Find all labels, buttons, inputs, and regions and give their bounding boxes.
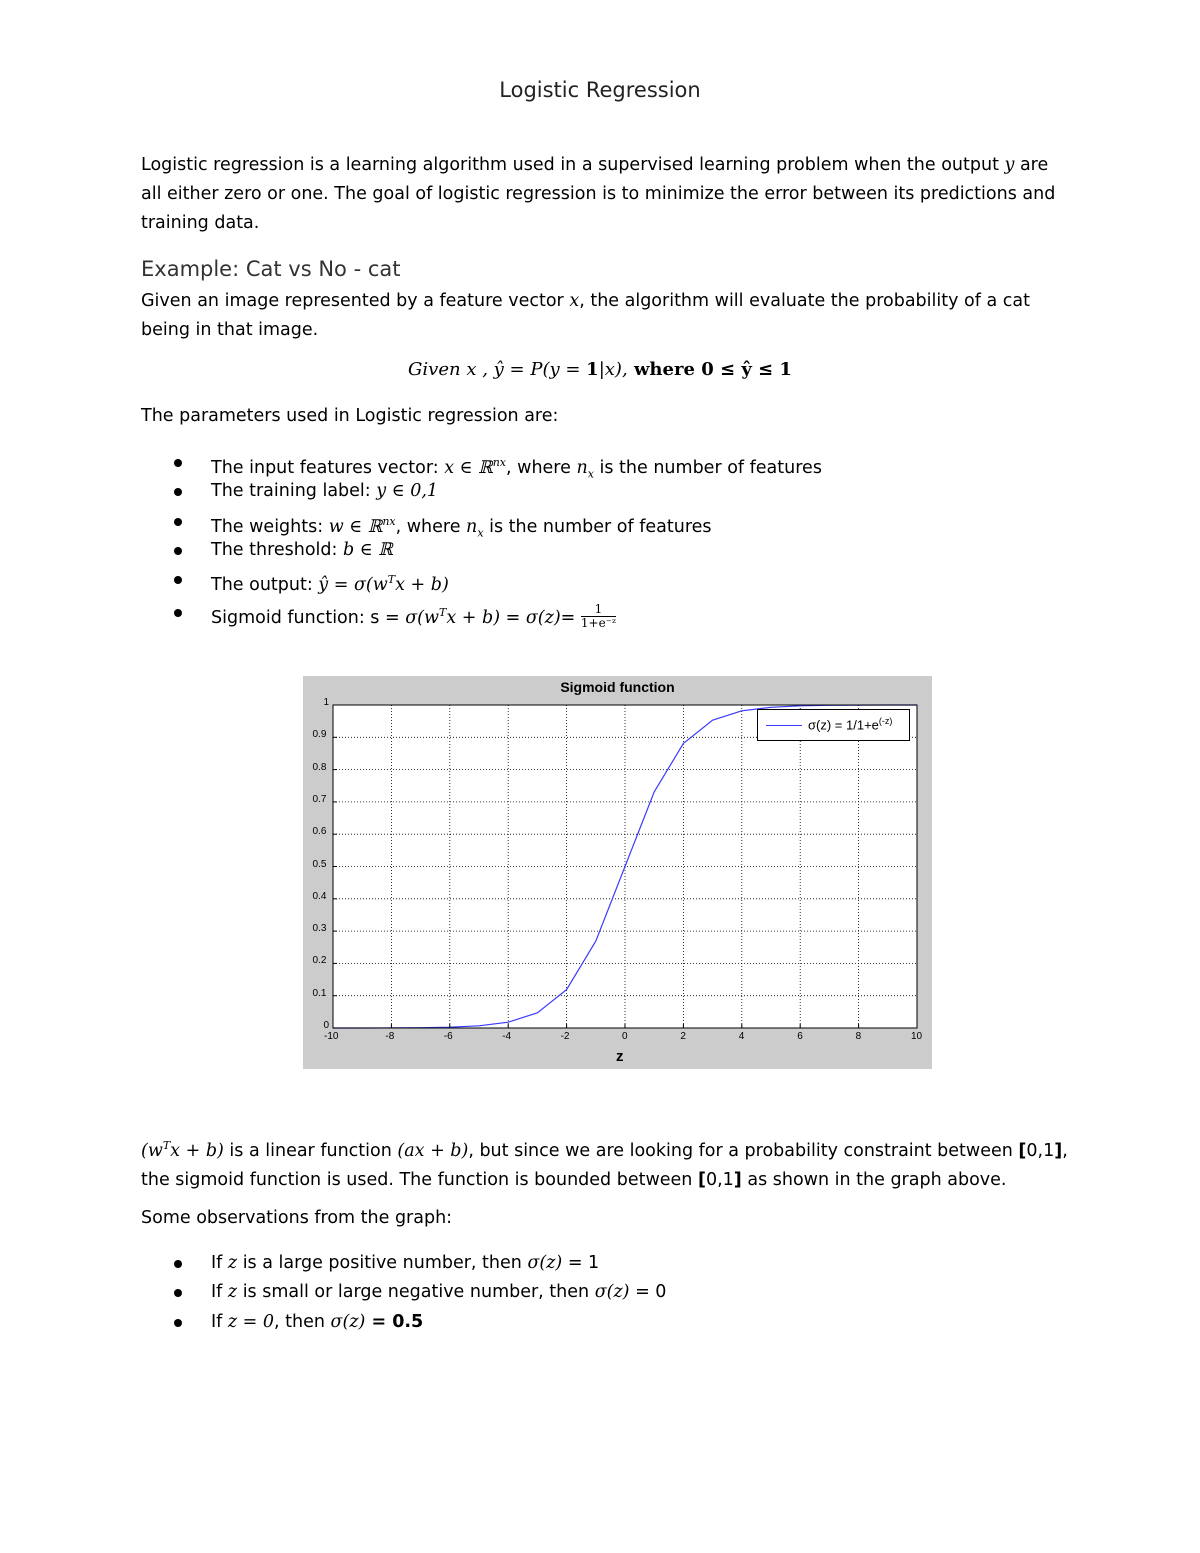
list-item: The threshold: b ∈ ℝ — [141, 536, 1071, 565]
bullet-icon — [174, 576, 182, 584]
x-tick-label: -2 — [560, 1031, 570, 1042]
list-item: If z is small or large negative number, then σ(z) = 0 — [141, 1278, 1071, 1307]
bullet-icon — [174, 1319, 182, 1327]
x-tick-label: 6 — [797, 1031, 803, 1042]
y-tick-label: 0.5 — [312, 858, 327, 870]
list-item: The output: ŷ = $\sigma(w^Tx + b)$ — [141, 565, 1071, 594]
x-tick-label: 4 — [738, 1031, 745, 1042]
bullet-icon — [174, 1289, 182, 1297]
observations-intro: Some observations from the graph: — [141, 1208, 453, 1228]
bullet-icon — [174, 1260, 182, 1268]
probability-formula: Given x , ŷ = P(y = 1|x), where 0 ≤ ŷ ≤ 1 — [408, 359, 792, 380]
bullet-icon — [174, 547, 182, 555]
observations-list — [141, 1249, 1071, 1337]
chart-title: Sigmoid function — [560, 679, 675, 695]
y-tick-label: 0.7 — [312, 793, 327, 805]
list-item: Sigmoid function: $s = \sigma(w^Tx + b) = \sigma(z)=$ $\frac{1}{\text{1+e⁻ᶻ}}$ — [141, 598, 1071, 627]
x-tick-label: -8 — [385, 1031, 395, 1042]
y-tick-label: 0.3 — [312, 923, 327, 935]
y-tick-label: 1 — [323, 697, 330, 708]
x-tick-label: -10 — [324, 1031, 339, 1042]
linear-function-paragraph: $(w^Tx + b)$ is a linear function (ax + b), but since we are looking for a probability constraint between [0,1], the sigmoid function is used. The function is bounded between [0,1] as shown in the graph above. — [141, 1139, 1068, 1190]
bullet-icon — [174, 459, 182, 467]
bullet-icon — [174, 518, 182, 526]
legend-label: $\sigma(z) = 1/1+e^{(-z)}$ — [808, 716, 893, 733]
y-tick-label: 0.8 — [312, 761, 327, 773]
sigmoid-fraction: $\frac{1}{\text{1+e⁻ᶻ}}$ — [580, 601, 616, 630]
list-item: If z is a large positive number, then σ(z) = 1 — [141, 1249, 1071, 1278]
x-tick-label: 8 — [855, 1031, 862, 1042]
x-tick-label: -4 — [502, 1031, 512, 1042]
bullet-icon — [174, 609, 182, 617]
x-tick-label: -6 — [443, 1031, 453, 1042]
bullet-icon — [174, 488, 182, 496]
y-tick-label: 0.9 — [312, 729, 327, 741]
list-item: The weights: w ∈ ℝ$^{nx}$, where $n_x$ is the number of features — [141, 507, 1071, 536]
x-tick-label: 10 — [911, 1031, 923, 1042]
legend-line-swatch — [766, 725, 802, 726]
page-title: Logistic Regression — [499, 78, 701, 102]
params-intro: The parameters used in Logistic regression are: — [141, 406, 559, 426]
chart-legend — [757, 709, 910, 741]
list-item: If z = 0, then σ(z) = 0.5 — [141, 1308, 1071, 1337]
y-tick-label: 0.6 — [312, 826, 327, 838]
y-tick-label: 0.1 — [312, 987, 327, 999]
params-list — [141, 448, 1071, 628]
sigmoid-chart — [303, 676, 932, 1069]
y-tick-label: 0.2 — [312, 955, 327, 967]
y-tick-label: 0.4 — [312, 890, 327, 902]
list-item: The training label: y ∈ 0,1 — [141, 477, 1071, 506]
intro-paragraph: Logistic regression is a learning algorithm used in a supervised learning problem when the output y are all either zero or one. The goal of logistic regression is to minimize the error between its predictions and training data. — [141, 155, 1056, 233]
x-tick-label: 2 — [680, 1031, 686, 1042]
list-item: The input features vector: x ∈ ℝ$^{nx}$, where $n_x$ is the number of features — [141, 448, 1071, 477]
x-tick-label: 0 — [622, 1031, 628, 1042]
example-paragraph: Given an image represented by a feature vector x, the algorithm will evaluate the probability of a cat being in that image. — [141, 291, 1030, 340]
y-tick-label: 0 — [323, 1020, 330, 1031]
x-axis-label: z — [616, 1048, 624, 1065]
example-heading: Example: Cat vs No - cat — [141, 257, 401, 281]
